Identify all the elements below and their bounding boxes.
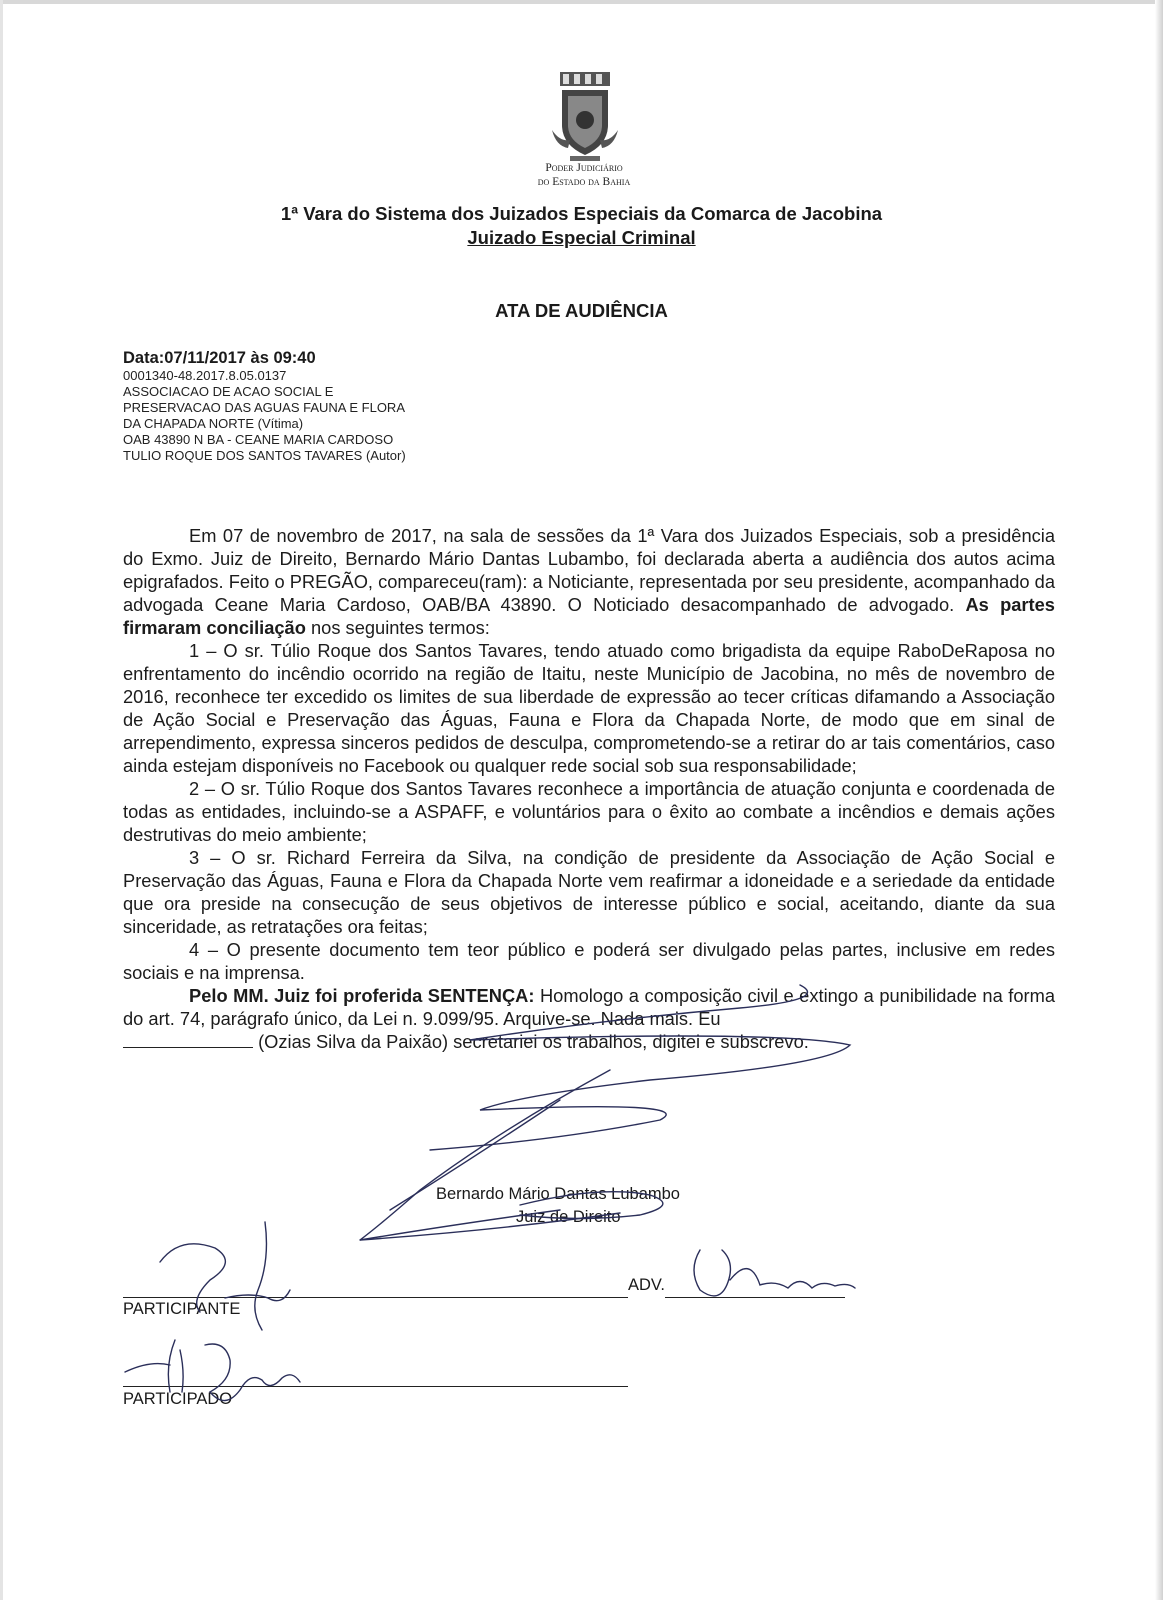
closing-line: [123, 1030, 1055, 1053]
term-item-4: 4 – O presente documento tem teor público e poderá ser divulgado pelas partes, inclusive em redes sociais e na imprensa.: [123, 939, 1055, 983]
sentence-paragraph: [123, 984, 1055, 1030]
institution-name: [460, 161, 708, 189]
judge-name: Bernardo Mário Dantas Lubambo: [436, 1185, 680, 1203]
intro-paragraph: [123, 524, 1055, 639]
participante-signature-line: [123, 1297, 628, 1298]
judge-title: Juiz de Direito: [516, 1208, 621, 1226]
term-item-3: 3 – O sr. Richard Ferreira da Silva, na condição de presidente da Associação de Ação Social e Preservação das Águas, Fauna e Flora da Chapada Norte vem reafirmar a idoneidade e a seriedade da entidade que ora preside na consecução de seus objetivos de interesse público e social, aceitando, diante da sua sinceridade, as retratações ora feitas;: [123, 847, 1055, 937]
court-name: 1ª Vara do Sistema dos Juizados Especiais da Comarca de Jacobina: [280, 203, 883, 224]
party-line: PRESERVACAO DAS AGUAS FAUNA E FLORA: [123, 400, 405, 415]
intro-text-end: nos seguintes termos:: [311, 617, 490, 638]
adv-signature: [694, 1250, 855, 1296]
participante-label: PARTICIPANTE: [123, 1300, 241, 1318]
case-info: [123, 348, 623, 464]
scan-edge-top: [0, 0, 1163, 4]
participado-signature-line: [123, 1386, 628, 1387]
institution-line-1: Poder Judiciário: [545, 162, 623, 174]
sentence-heading: Pelo MM. Juiz foi proferida SENTENÇA:: [189, 985, 535, 1006]
term-item-1: 1 – O sr. Túlio Roque dos Santos Tavares, tendo atuado como brigadista da equipe RaboDeRaposa no enfrentamento do incêndio ocorrido na região de Itaitu, neste Município de Jacobina, no mês de novembro de 2016, reconhece ter excedido os limites de sua liberdade de expressão ao tecer críticas difamando a Associação de Ação Social e Preservação das Águas, Fauna e Flora da Chapada Norte, de modo que em sinal de arrependimento, expressa sinceros pedidos de desculpa, comprometendo-se a retirar do ar tais comentários, caso ainda estejam disponíveis no Facebook ou qualquer rede social sob sua responsabilidade;: [123, 640, 1055, 776]
conciliation-statement: As partes firmaram conciliação: [123, 594, 1055, 638]
party-line: DA CHAPADA NORTE (Vítima): [123, 416, 304, 431]
participado-label: PARTICIPADO: [123, 1390, 233, 1408]
adv-label: ADV.: [628, 1276, 665, 1294]
party-line: TULIO ROQUE DOS SANTOS TAVARES (Autor): [123, 448, 406, 463]
adv-signature-line: [665, 1297, 845, 1298]
document-title: ATA DE AUDIÊNCIA: [495, 300, 668, 321]
sentence-text: Homologo a composição civil e extingo a punibilidade na forma do art. 74, parágrafo único, da Lei n. 9.099/95. Arquive-se. Nada mais. Eu: [123, 985, 1055, 1029]
intro-text: Em 07 de novembro de 2017, na sala de sessões da 1ª Vara dos Juizados Especiais, sob a presidência do Exmo. Juiz de Direito, Bernardo Mário Dantas Lubambo, foi declarada aberta a audiência dos autos acima epigrafados. Feito o PREGÃO, compareceu(ram): a Noticiante, representada por seu presidente, acompanhado da advogada Ceane Maria Cardoso, OAB/BA 43890. O Noticiado desacompanhado de advogado.: [123, 525, 1055, 615]
institution-line-2: do Estado da Bahia: [537, 176, 631, 188]
closing-text: (Ozias Silva da Paixão) secretariei os trabalhos, digitei e subscrevo.: [258, 1031, 809, 1052]
court-subtitle: [0, 227, 1163, 249]
party-line: ASSOCIACAO DE ACAO SOCIAL E: [123, 384, 334, 399]
clerk-signature-blank: [123, 1033, 253, 1048]
party-line: OAB 43890 N BA - CEANE MARIA CARDOSO: [123, 432, 394, 447]
hearing-date: Data:07/11/2017 às 09:40: [123, 349, 316, 367]
hearing-minutes-body: [123, 524, 1055, 1053]
court-subtitle-text: Juizado Especial Criminal: [467, 227, 696, 248]
process-number: 0001340-48.2017.8.05.0137: [123, 368, 287, 383]
coat-of-arms-icon: [550, 70, 620, 165]
term-item-2: 2 – O sr. Túlio Roque dos Santos Tavares reconhece a importância de atuação conjunta e coordenada de todas as entidades, incluindo-se a ASPAFF, e voluntários para o êxito ao combate a incêndios e demais ações destrutivas do meio ambiente;: [123, 778, 1055, 845]
